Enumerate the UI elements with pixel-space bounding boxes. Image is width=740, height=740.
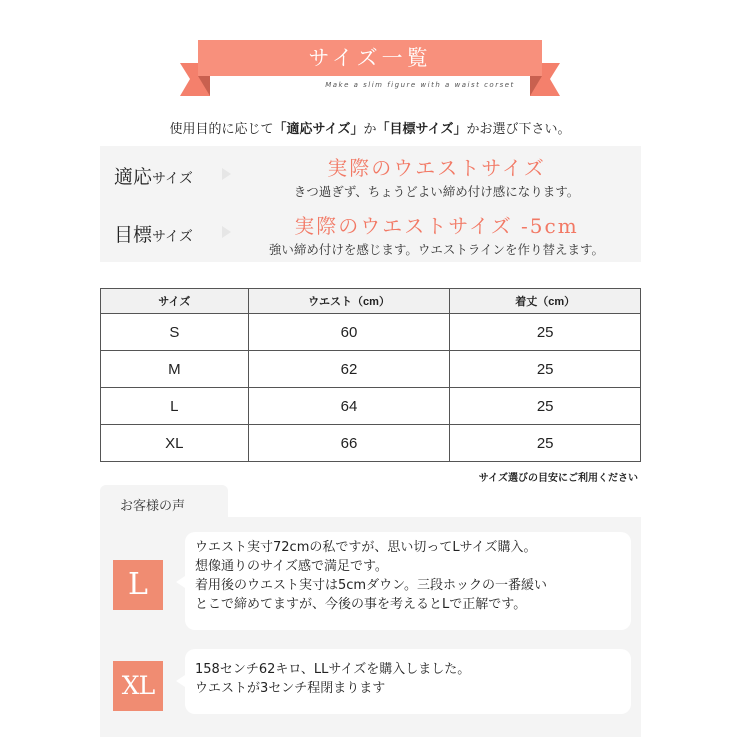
definition-label: 適応サイズ	[114, 166, 193, 188]
banner-subtitle: Make a slim figure with a waist corset	[325, 81, 515, 89]
cell-size: XL	[101, 425, 249, 462]
table-header-row	[101, 289, 641, 314]
header-waist: ウエスト（cm）	[248, 289, 450, 314]
intro-term-target: 「目標サイズ」	[376, 122, 467, 137]
definition-main: 実際のウエストサイズ	[327, 156, 546, 180]
arrow-right-icon	[222, 168, 231, 180]
review-line: 158センチ62キロ、LLサイズを購入しました。	[195, 662, 471, 677]
cell-waist: 60	[248, 314, 450, 351]
definition-target-size	[100, 204, 641, 262]
header-length: 着丈（cm）	[450, 289, 641, 314]
review-line: とこで締めてますが、今後の事を考えるとLで正解です。	[195, 597, 527, 612]
review-line: ウエストが3センチ程閉まります	[195, 681, 386, 696]
cell-length: 25	[450, 388, 641, 425]
cell-size: L	[101, 388, 249, 425]
review-line: 着用後のウエスト実寸は5cmダウン。三段ホックの一番緩い	[195, 578, 548, 593]
table-row	[101, 388, 641, 425]
definition-description: きつ過ぎず、ちょうどよい締め付け感になります。	[293, 184, 580, 199]
arrow-right-icon	[222, 226, 231, 238]
definition-fit-size	[100, 146, 641, 204]
cell-length: 25	[450, 425, 641, 462]
cell-length: 25	[450, 314, 641, 351]
review-line: ウエスト実寸72cmの私ですが、思い切ってLサイズ購入。	[195, 540, 537, 555]
cell-waist: 62	[248, 351, 450, 388]
table-note: サイズ選びの目安にご利用ください	[478, 473, 638, 484]
table-row	[101, 351, 641, 388]
header-size: サイズ	[101, 289, 249, 314]
cell-size: S	[101, 314, 249, 351]
reviews-section	[100, 517, 641, 737]
review-line: 想像通りのサイズ感で満足です。	[195, 559, 388, 574]
reviews-heading: お客様の声	[100, 485, 228, 519]
intro-suffix: かお選び下さい。	[466, 122, 571, 137]
cell-length: 25	[450, 351, 641, 388]
table-row	[101, 425, 641, 462]
size-badge-xl: XL	[113, 661, 163, 711]
review-bubble	[185, 649, 631, 714]
definition-main: 実際のウエストサイズ -5cm	[294, 214, 579, 238]
size-badge-l: L	[113, 560, 163, 610]
definition-description: 強い締め付けを感じます。ウエストラインを作り替えます。	[268, 242, 605, 257]
intro-term-fit: 「適応サイズ」	[273, 122, 364, 137]
banner-title: サイズ一覧	[308, 46, 432, 70]
intro-prefix: 使用目的に応じて	[169, 122, 274, 137]
review-bubble	[185, 532, 631, 630]
definition-label: 目標サイズ	[114, 224, 193, 246]
title-banner	[180, 38, 560, 98]
intro-middle: か	[363, 122, 377, 137]
cell-waist: 64	[248, 388, 450, 425]
intro-text	[0, 118, 740, 137]
cell-size: M	[101, 351, 249, 388]
table-row	[101, 314, 641, 351]
cell-waist: 66	[248, 425, 450, 462]
size-table	[100, 288, 641, 462]
size-definitions	[100, 146, 641, 262]
